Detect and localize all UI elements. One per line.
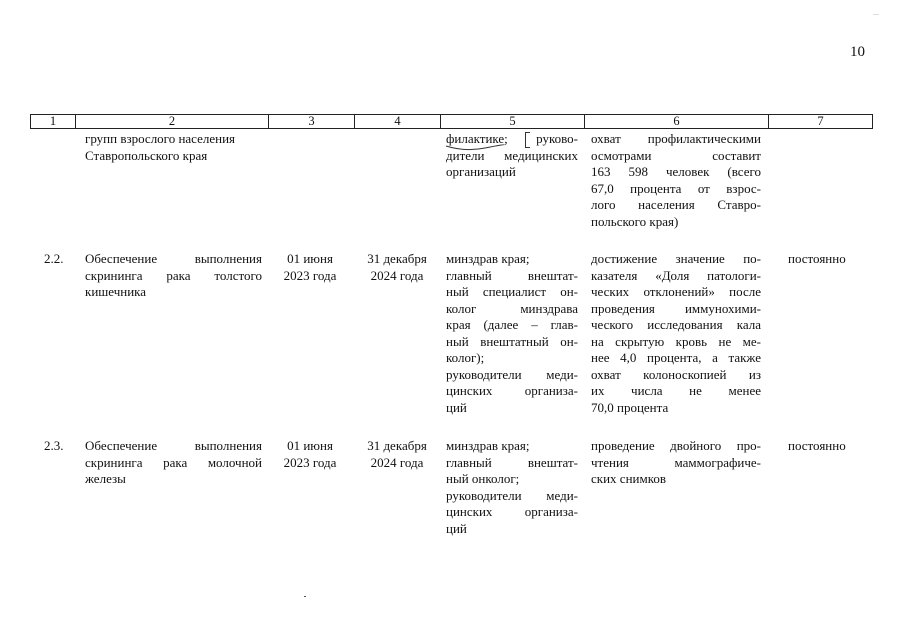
- text-line: ских снимков: [591, 471, 666, 486]
- text-line: Обеспечение выполнения: [85, 251, 262, 266]
- text-line: проведения иммунохими-: [591, 300, 761, 316]
- text-line: железы: [85, 471, 126, 486]
- start-date-cell: [272, 251, 348, 284]
- text-line: чтения маммографиче-: [591, 454, 761, 470]
- text-line: цинских организа-: [446, 504, 578, 519]
- text-line: ций: [446, 399, 467, 415]
- text-line: 2023 года: [283, 267, 337, 283]
- text-line: лого населения Ставро-: [591, 197, 761, 212]
- text-line: достижение значение по-: [591, 251, 761, 266]
- header-col-3: 3: [269, 115, 355, 128]
- responsible-cell: [446, 438, 578, 537]
- row-number: 2.3.: [44, 438, 64, 453]
- end-date-cell: [357, 438, 437, 471]
- header-col-7: 7: [817, 114, 824, 128]
- period-cell: постоянно: [788, 251, 846, 266]
- text-line: проведение двойного про-: [591, 438, 761, 453]
- start-date-cell: [272, 438, 348, 471]
- text-line: 01 июня: [287, 438, 333, 453]
- result-cell: [591, 251, 761, 416]
- text-line: ный онколог;: [446, 471, 520, 486]
- text-line: 31 декабря: [367, 438, 427, 453]
- text-line: руководители меди-: [446, 366, 578, 382]
- text-line: 31 декабря: [367, 251, 427, 266]
- scan-corner-mark: [873, 14, 879, 20]
- text-line: филактике; руково-: [446, 131, 578, 146]
- text-line: польского края): [591, 213, 679, 229]
- row-number: 2.2.: [44, 251, 64, 266]
- text-line: их числа не менее: [591, 383, 761, 398]
- text-line: групп взрослого населения: [85, 131, 236, 146]
- text-line: охват профилактическими: [591, 131, 761, 146]
- measure-cell: [85, 438, 262, 488]
- text-line: главный внештат-: [446, 454, 578, 470]
- text-line: ций: [446, 520, 467, 536]
- text-line: скрининга рака молочной: [85, 454, 262, 470]
- text-line: Ставропольского края: [85, 147, 208, 163]
- text-line: колог);: [446, 350, 485, 365]
- text-line: минздрав края;: [446, 438, 530, 453]
- continuation-col5: [446, 131, 578, 181]
- text-line: казателя «Доля патологи-: [591, 267, 761, 283]
- header-col-5: 5: [441, 115, 585, 128]
- text-line: Обеспечение выполнения: [85, 438, 262, 453]
- end-date-cell: [357, 251, 437, 284]
- page-number: 10: [850, 44, 865, 60]
- handwritten-underline-mark: [445, 144, 505, 152]
- result-cell: [591, 438, 761, 488]
- text-line: ческих отклонений» после: [591, 284, 761, 299]
- text-line: руководители меди-: [446, 487, 578, 503]
- text-line: на скрытую кровь не ме-: [591, 333, 761, 349]
- responsible-cell: [446, 251, 578, 416]
- text-line: 67,0 процента от взрос-: [591, 180, 761, 196]
- header-col-4: 4: [355, 115, 441, 128]
- measure-cell: [85, 251, 262, 301]
- text-line: охват колоноскопией из: [591, 366, 761, 382]
- text-line: осмотрами составит: [591, 147, 761, 163]
- text-line: минздрав края;: [446, 251, 530, 266]
- text-line: ческого исследования кала: [591, 317, 761, 332]
- text-line: главный внештат-: [446, 267, 578, 283]
- text-line: цинских организа-: [446, 383, 578, 398]
- text-line: ный специалист он-: [446, 284, 578, 299]
- text-line: организаций: [446, 164, 516, 179]
- text-line: 70,0 процента: [591, 399, 669, 415]
- continuation-col6: [591, 131, 761, 230]
- text-line: кишечника: [85, 284, 147, 299]
- period-cell: постоянно: [788, 438, 846, 453]
- text-line: 2024 года: [370, 267, 424, 283]
- text-line: дители медицинских: [446, 147, 578, 163]
- header-col-1: 1: [31, 115, 76, 128]
- scan-speck: [304, 596, 306, 597]
- text-line: ный внештатный он-: [446, 333, 578, 349]
- header-col-6: 6: [585, 115, 769, 128]
- text-line: края (далее – глав-: [446, 317, 578, 332]
- continuation-col2: [85, 131, 235, 164]
- text-line: 2024 года: [370, 454, 424, 470]
- text-line: колог минздрава: [446, 300, 578, 316]
- text-line: нее 4,0 процента, а также: [591, 350, 761, 365]
- text-line: скрининга рака толстого: [85, 267, 262, 283]
- text-line: 01 июня: [287, 251, 333, 266]
- bracket-mark: [525, 132, 530, 148]
- table-header-row: [30, 114, 873, 129]
- text-line: 2023 года: [283, 454, 337, 470]
- header-col-2: 2: [76, 115, 269, 128]
- text-line: 163 598 человек (всего: [591, 164, 761, 179]
